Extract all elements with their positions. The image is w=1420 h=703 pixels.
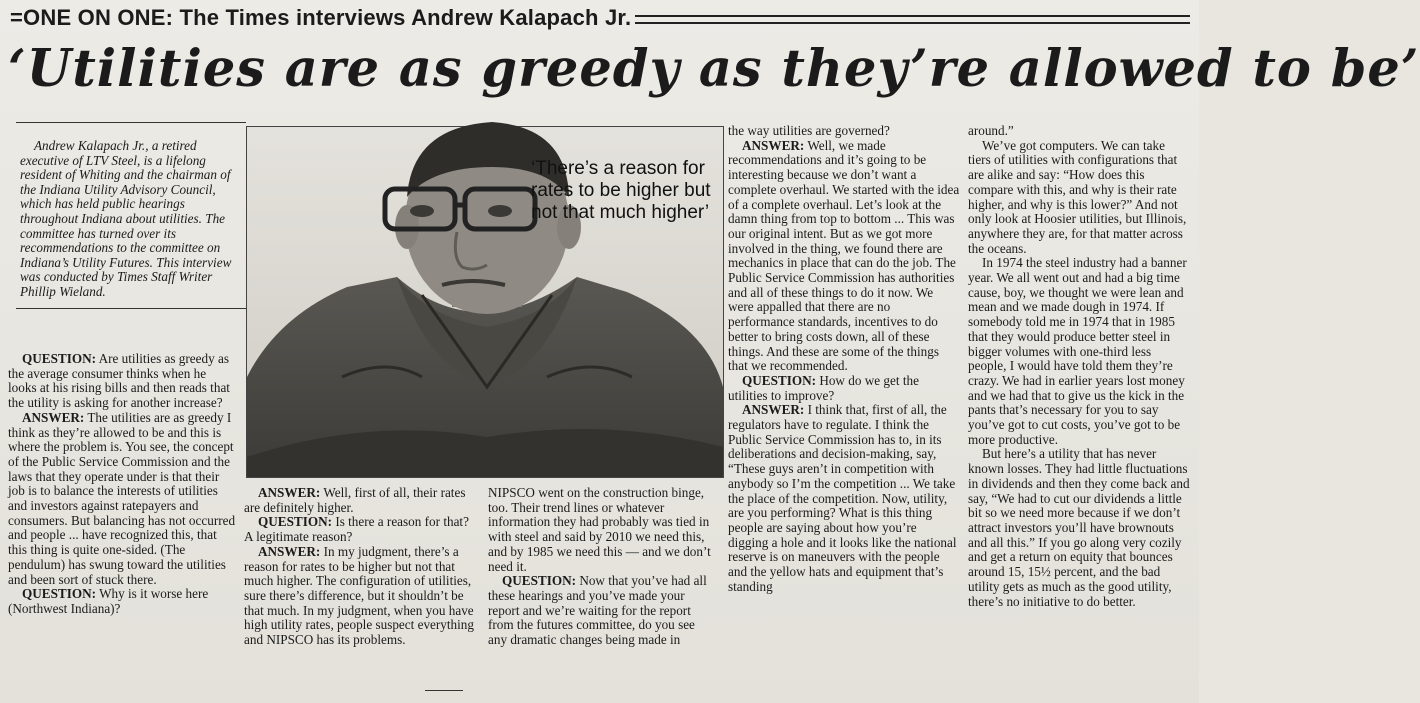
paragraph [488, 486, 716, 574]
speaker-label: ANSWER: [258, 485, 321, 500]
speaker-label: ANSWER: [22, 409, 85, 425]
speaker-label: QUESTION: [22, 586, 97, 602]
paragraph-text: Is there a reason for that? A legitimate reason? [244, 514, 469, 545]
paragraph [488, 574, 716, 648]
speaker-label: ANSWER: [258, 543, 321, 559]
paragraph-text: How do we get the utilities to improve? [728, 372, 919, 403]
paragraph [8, 352, 236, 411]
intro-box [16, 122, 246, 309]
paragraph-text: The utilities are as greedy I think as they’re allowed to be and this is where the problem is. You see, the concept of the Public Service Commission and the laws that they operate under is that their job is to balance the interests of utilities and investors against ratepayers and consumers. But balancing has not occurred and people ... have recognized this, that this thing is quite one-sided. (The pendulum) has swung toward the utilities and been sort of stuck there. [8, 409, 236, 587]
paragraph [728, 374, 960, 403]
paragraph [8, 587, 236, 616]
pull-quote: ‘There’s a reason for rates to be higher but not that much higher’ [531, 158, 711, 223]
column-2 [244, 486, 480, 648]
paragraph-text: Are utilities as greedy as the average consumer thinks when he looks at his rising bills and then reads that the utility is asking for another increase? [8, 351, 230, 411]
paragraph-text: But here’s a utility that has never known losses. They had little fluctuations in dividends and then they come back and say, “We had to cut our dividends a little bit so we need more because if we don’t attract investors you’ll have brownouts and all this.” If you go along very cozily and get a return on equity that bounces around 15, 15½ percent, and the bad utility gets as much as the good utility, there’s no initiative to do better. [968, 446, 1190, 609]
column-4 [728, 124, 960, 595]
section-kicker [10, 3, 1190, 33]
paragraph-text: We’ve got computers. We can take tiers of utilities with configurations that are alike and say: “How does this compare with this, and why is their rate higher, and why is this lower?” And not only look at Hoosier utilities, but Illinois, anywhere they are, for that matter across the oceans. [968, 137, 1187, 256]
paragraph [968, 139, 1190, 257]
end-rule [425, 690, 463, 691]
speaker-label: ANSWER: [742, 402, 805, 418]
paragraph [244, 515, 480, 544]
speaker-label: ANSWER: [742, 137, 805, 153]
paragraph-text: Well, first of all, their rates are definitely higher. [244, 485, 466, 515]
paragraph [728, 139, 960, 374]
paragraph-text: NIPSCO went on the construction binge, too. Their trend lines or whatever information they had probably was tied in with steel and said by 2010 we need this, and by 1985 we need this — and we don’t need it. [488, 485, 711, 574]
paragraph [244, 486, 480, 515]
speaker-label: QUESTION: [502, 573, 577, 589]
kicker-rule [635, 15, 1190, 24]
column-5 [968, 124, 1190, 609]
paragraph-text: In my judgment, there’s a reason for rates to be higher but not that much higher. The configuration of utilities, sure there’s difference, but it shouldn’t be that much. In my judgment, when you have high utility rates, people suspect everything and NIPSCO has its problems. [244, 543, 474, 648]
paragraph-text: around.” [968, 123, 1014, 138]
paragraph [968, 447, 1190, 609]
paragraph [728, 124, 960, 139]
paragraph-text: Well, we made recommendations and it’s going to be interesting because we don’t want a complete overhaul. We started with the idea of a complete overhaul. Let’s look at the damn thing from top to bottom ... This was our original intent. But as we got more involved in the thing, we found there are mechanics in place that can do the job. The Public Service Commission has authorities and all of these things to do it now. We were appalled that there are no performance standards, incentives to do better to bring costs down, all of these things. And these are some of the things that we recommended. [728, 137, 960, 374]
column-3 [488, 486, 716, 648]
kicker-text: =ONE ON ONE: The Times interviews Andrew Kalapach Jr. [10, 5, 632, 30]
paragraph [728, 403, 960, 594]
column-1 [8, 352, 236, 617]
paragraph-text: Why is it worse here (Northwest Indiana)? [8, 586, 209, 616]
speaker-label: QUESTION: [742, 372, 817, 388]
paragraph [968, 256, 1190, 447]
paragraph [8, 411, 236, 587]
paragraph-text: Now that you’ve had all these hearings and you’ve made your report and we’re waiting for the report from the futures committee, do you see any dramatic changes being made in [488, 573, 707, 648]
paragraph-text: the way utilities are governed? [728, 123, 890, 138]
paragraph-text: I think that, first of all, the regulators have to regulate. I think the Public Service Commission has to, in its deliberations and decision-making, say, “These guys aren’t in competition with anybody so I’m the competition ... We take the place of the competition. Now, utility, are you performing? What is this thing people are saying about how you’re digging a hole and it looks like the national reserve is on maneuvers with the people and the yellow hats and equipment that’s standing [728, 402, 957, 594]
speaker-label: QUESTION: [22, 351, 97, 366]
headline: ‘Utilities are as greedy as they’re allowed to be’ [8, 39, 1420, 99]
intro-text: Andrew Kalapach Jr., a retired executive of LTV Steel, is a lifelong resident of Whiting and the chairman of the Indiana Utility Advisory Council, which has held public hearings throughout Indiana about utilities. The committee has turned over its recommendations to the committee on Indiana’s Utility Futures. This interview was conducted by Times Staff Writer Phillip Wieland. [20, 138, 232, 299]
paragraph [244, 545, 480, 648]
paragraph-text: In 1974 the steel industry had a banner year. We all went out and had a big time cause, boy, we thought we were lean and mean and we made dough in 1974. If somebody told me in 1974 that in 1985 that they would produce better steel in bigger volumes with one-third less people, I would have told them they’re crazy. We had in earlier years lost money and we had that to give us the kick in the pants that’s necessary for you to say you’ve got to cut costs, you’ve got to be more productive. [968, 255, 1187, 447]
speaker-label: QUESTION: [258, 514, 333, 530]
paragraph [968, 124, 1190, 139]
